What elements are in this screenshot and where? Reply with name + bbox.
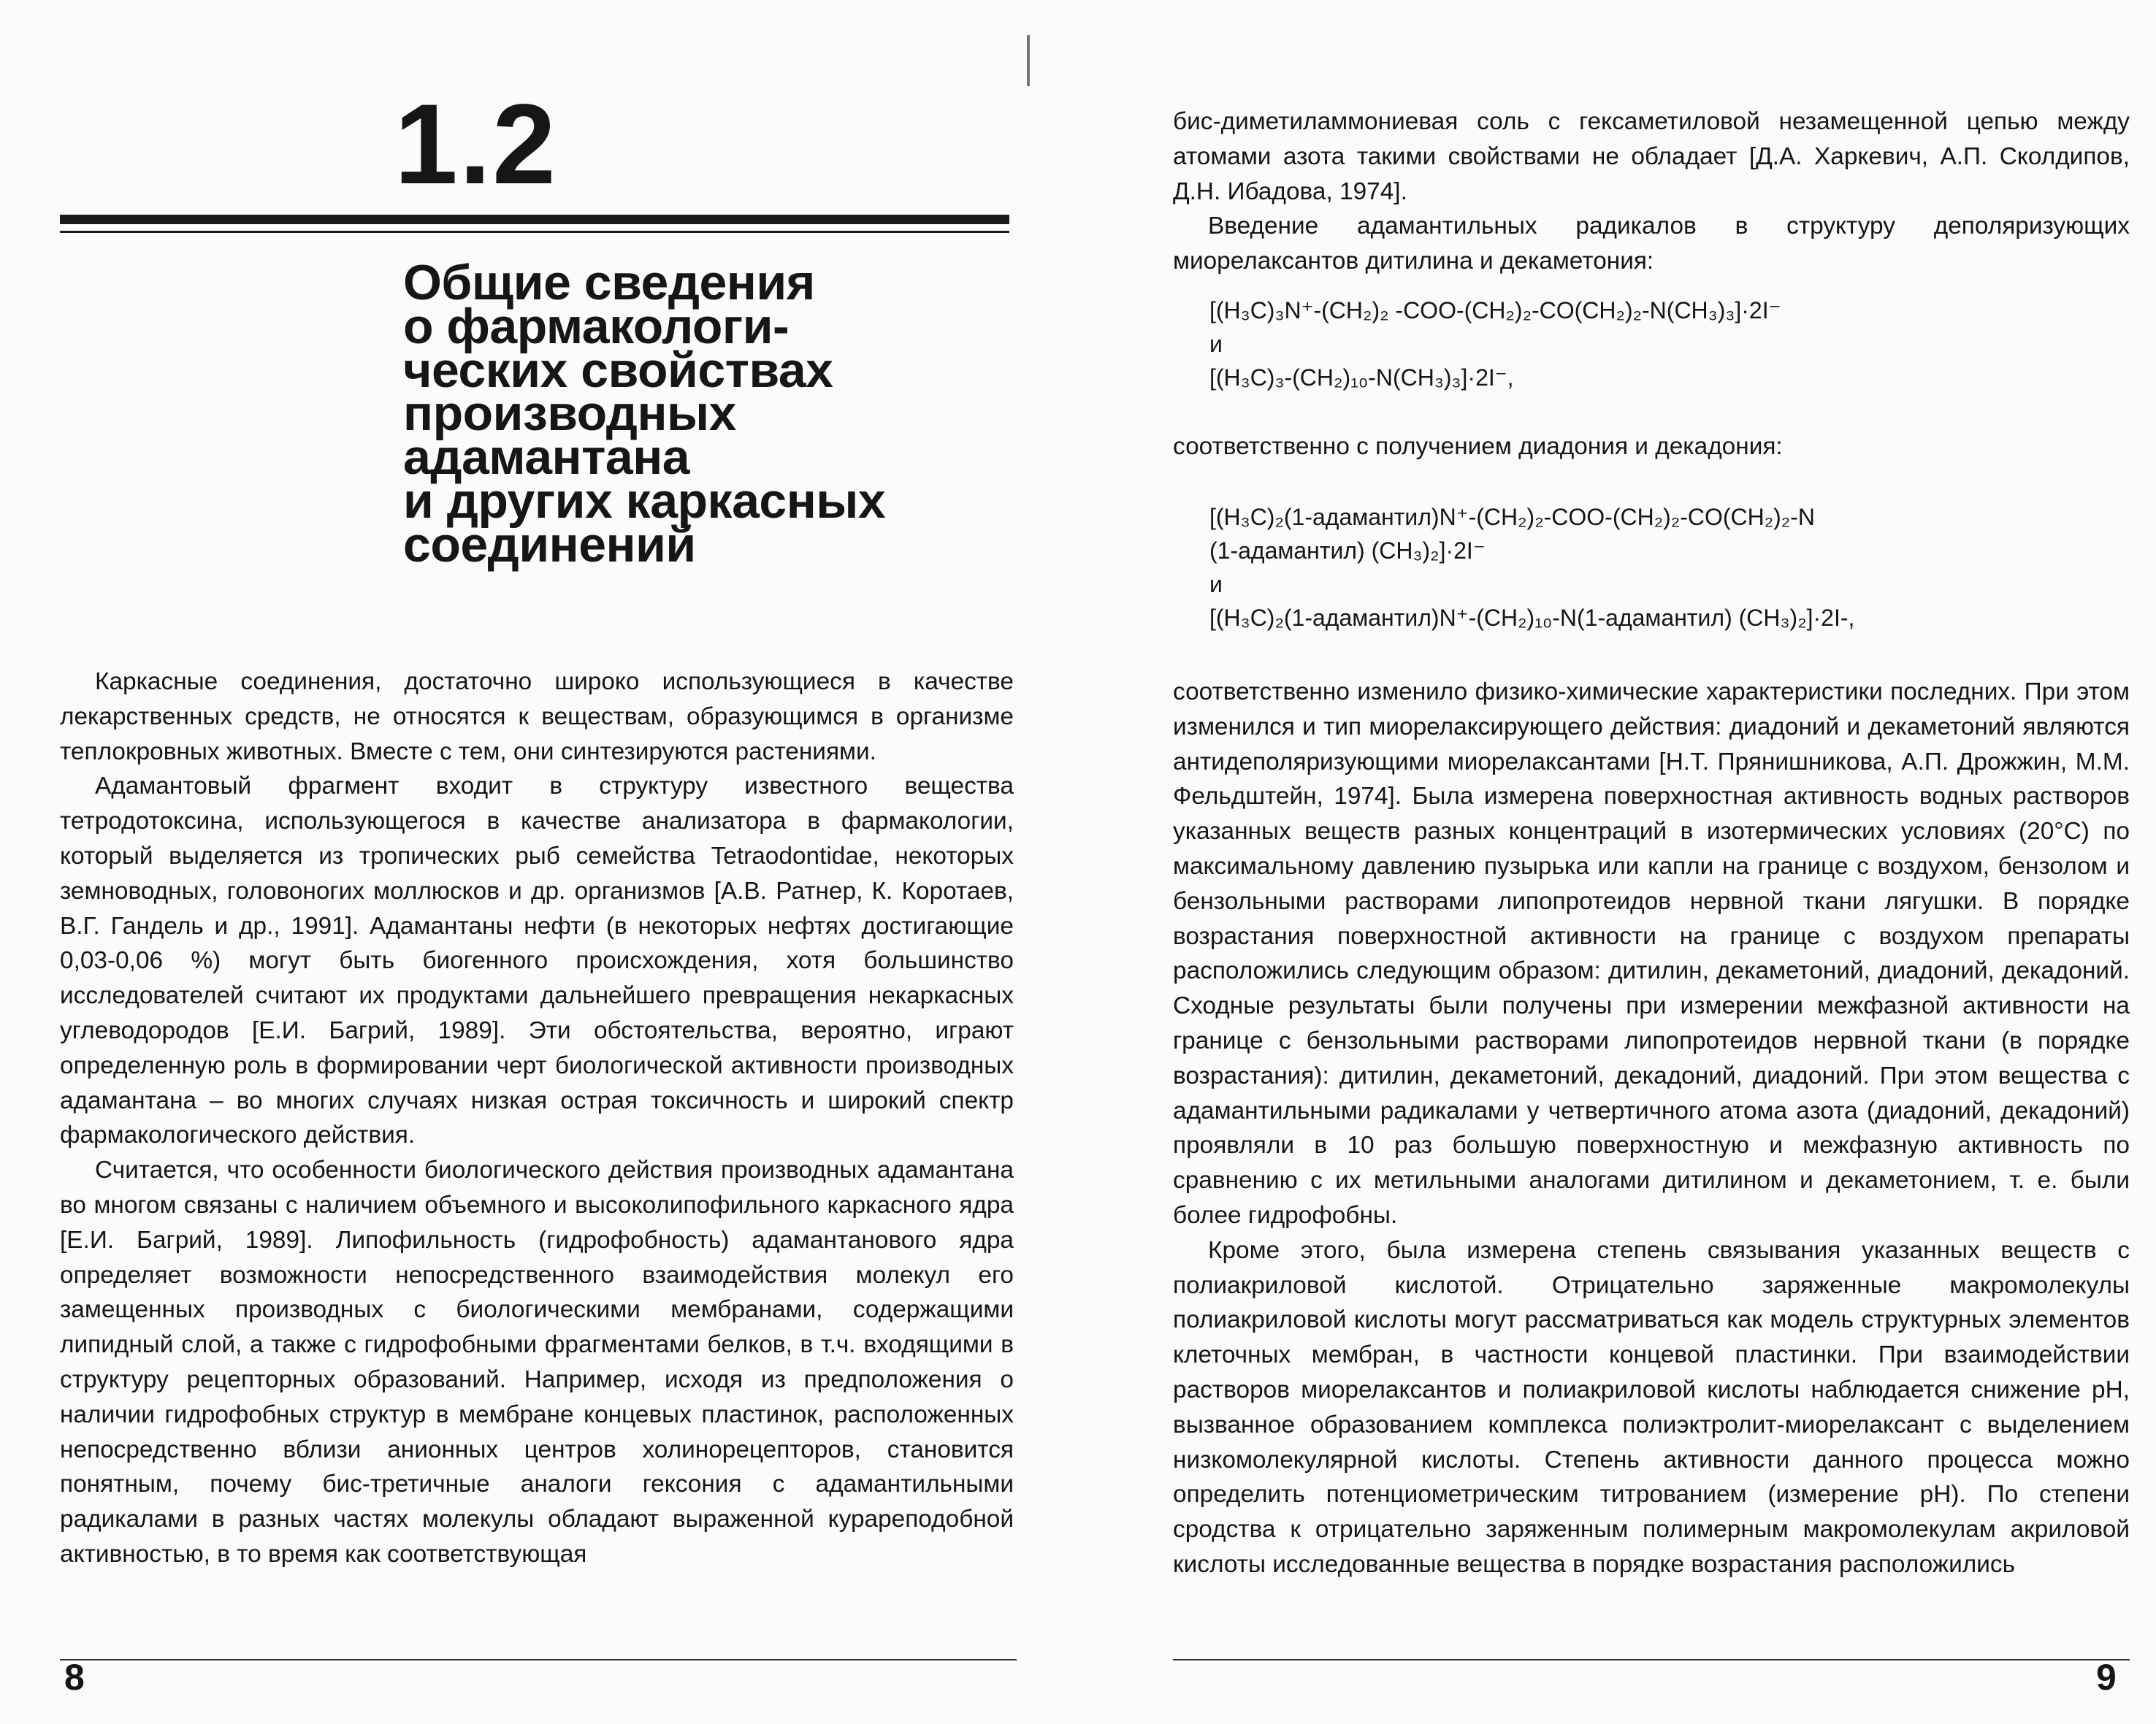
- formula-line: [(H₃C)₂(1-адамантил)N⁺-(CH₂)₂-COO-(CH₂)₂-CO(CH₂)₂-N: [1209, 504, 1815, 530]
- header-rule-thick: [60, 215, 1009, 224]
- footer-rule: [60, 1659, 1017, 1660]
- title-line: и других каркасных: [403, 473, 886, 529]
- formula-line: [(H₃C)₃-(CH₂)₁₀-N(CH₃)₃]·2I⁻,: [1209, 364, 1514, 391]
- paragraph: Адамантовый фрагмент входит в структуру известного вещества тетродотоксина, использующегося в качестве анализатора в фармакологии, который выделяется из тропических рыб семейства Tetraodontidae, некоторых земноводных, головоногих моллюсков и др. организмов [А.В. Ратнер, К. Коротаев, В.Г. Гандель и др., 1991]. Адамантаны нефти (в некоторых нефтях достигающие 0,03-0,06 %) могут быть биогенного происхождения, хотя большинство исследователей считают их продуктами дальнейшего превращения некаркасных углеводородов [Е.И. Багрий, 1989]. Эти обстоятельства, вероятно, играют определенную роль в формировании черт биологической активности производных адамантана – во многих случаях низкая острая токсичность и широкий спектр фармакологического действия.: [60, 773, 1014, 1149]
- formula-line: и: [1209, 331, 1223, 357]
- title-line: адамантана: [403, 429, 690, 486]
- formula-line: [(H₃C)₃N⁺-(CH₂)₂ -COO-(CH₂)₂-CO(CH₂)₂-N(CH₃)₃]·2I⁻: [1209, 297, 1781, 323]
- footer-rule: [1173, 1659, 2130, 1660]
- title-line: производных: [403, 386, 736, 442]
- paragraph: Кроме этого, была измерена степень связывания указанных веществ с полиакриловой кислотой. Отрицательно заряженные макромолекулы полиакриловой кислоты могут рассматриваться как модель структурных элементов клеточных мембран, в частности концевой пластинки. При взаимодействии растворов миорелаксантов и полиакриловой кислоты наблюдается снижение рН, вызванное образованием комплекса полиэктролит-миорелаксант с выделением низкомолекулярной кислоты. Степень активности данного процесса можно определить потенциометрическим титрованием (измерение рН). По степени сродства к отрицательно заряженным полимерным макромолекулам акриловой кислоты исследованные вещества в порядке возрастания расположились: [1173, 1236, 2130, 1578]
- scan-artifact: [1027, 35, 1030, 86]
- paragraph: Считается, что особенности биологического действия производных адамантана во многом связаны с наличием объемного и высоколипофильного каркасного ядра [Е.И. Багрий, 1989]. Липофильность (гидрофобность) адамантанового ядра определяет возможности непосредственного взаимодействия молекул его замещенных производных с биологическими мембранами, содержащими липидный слой, а также с гидрофобными фрагментами белков, в т.ч. входящими в структуру рецепторных образований. Например, исходя из предположения о наличии гидрофобных структур в мембране концевых пластинок, расположенных непосредственно вблизи анионных центров холинорецепторов, становится понятным, почему бис-третичные аналоги гексония с адамантильными радикалами в разных частях молекулы обладают выраженной курареподобной активностью, в то время как соответствующая: [60, 1157, 1014, 1568]
- page-number: 8: [64, 1657, 85, 1698]
- right-middle-text: [1173, 429, 2130, 464]
- paragraph: Введение адамантильных радикалов в структуру деполяризующих миорелаксантов дитилина и декаметония:: [1173, 212, 2130, 275]
- right-top-text: [1173, 104, 2130, 279]
- title-line: о фармакологи-: [403, 298, 790, 354]
- formula-diadonium-decadonium: [1209, 500, 1854, 635]
- header-rule-thin: [60, 231, 1009, 233]
- title-line: ческих свойствах: [403, 342, 833, 398]
- formula-line: и: [1209, 571, 1223, 597]
- chapter-number: 1.2: [394, 81, 557, 208]
- left-body-text: [60, 664, 1014, 1572]
- page-number: 9: [2096, 1657, 2117, 1698]
- paragraph: Каркасные соединения, достаточно широко использующиеся в качестве лекарственных средств, не относятся к веществам, образующимся в организме теплокровных животных. Вместе с тем, они синтезируются растениями.: [60, 668, 1014, 765]
- title-line: соединений: [403, 516, 696, 572]
- paragraph: соответственно с получением диадония и декадония:: [1173, 433, 1783, 460]
- right-page: [1078, 0, 2156, 1724]
- title-line: Общие сведения: [403, 255, 815, 310]
- paragraph: соответственно изменило физико-химические характеристики последних. При этом изменился и тип миорелаксирующего действия: диадоний и декаметоний являются антидеполяризующими миорелаксантами [Н.Т. Прянишникова, А.П. Дрожжин, М.М. Фельдштейн, 1974]. Была измерена поверхностная активность водных растворов указанных веществ разных концентраций в изотермических условиях (20°С) по максимальному давлению пузырька или капли на границе с воздухом, бензолом и бензольными растворами липопротеидов нервной ткани лягушки. В порядке возрастания поверхностной активности на границе с воздухом препараты расположились следующим образом: дитилин, декаметоний, диадоний, декадоний. Сходные результаты были получены при измерении межфазной активности на границе с бензольными растворами липопротеидов нервной ткани (в порядке возрастания): дитилин, декаметоний, декадоний, диадоний. При этом вещества с адамантильными радикалами у четвертичного атома азота (диадоний, декадоний) проявляли в 10 раз большую поверхностную и межфазную активность по сравнению с их метильными аналогами дитилином и декаметонием, т. е. были более гидрофобны.: [1173, 678, 2130, 1229]
- formula-line: (1-адамантил) (CH₃)₂]·2I⁻: [1209, 537, 1486, 564]
- formula-ditilin-decamethonium: [1209, 294, 1781, 394]
- right-body-text: [1173, 675, 2130, 1582]
- formula-line: [(H₃C)₂(1-адамантил)N⁺-(CH₂)₁₀-N(1-адамантил) (CH₃)₂]·2I-,: [1209, 605, 1855, 631]
- chapter-title: [403, 255, 1002, 572]
- paragraph: бис-диметиламмониевая соль с гексаметиловой незамещенной цепью между атомами азота такими свойствами не обладает [Д.А. Харкевич, А.П. Сколдипов, Д.Н. Ибадова, 1974].: [1173, 108, 2130, 205]
